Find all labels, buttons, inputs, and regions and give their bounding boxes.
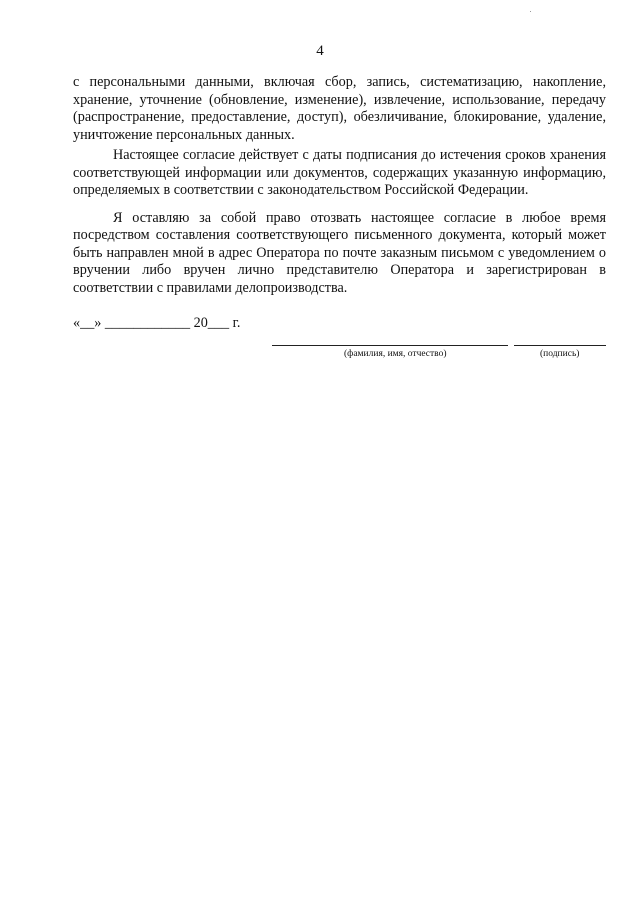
paragraph-withdrawal: Я оставляю за собой право отозвать настоящее согласие в любое время посредством составления соответствующего письменного документа, который может быть направлен мной в адрес Оператора по почте заказным письмом с уведомлением о вручении либо вручен лично представителю Оператора и зарегистрирован в соответствии с правилами делопроизводства. xyxy=(73,209,606,296)
paragraph-continuation: с персональными данными, включая сбор, запись, систематизацию, накопление, хранение, уточнение (обновление, изменение), извлечение, использование, передачу (распространение, предоставление, доступ), обезличивание, блокирование, удаление, уничтожение персональных данных. xyxy=(73,74,606,143)
signature-line xyxy=(514,345,606,346)
signature-caption: (подпись) xyxy=(540,349,580,359)
date-line: «__» ____________ 20___ г. xyxy=(73,315,241,331)
page-number: 4 xyxy=(316,43,324,59)
paragraph-validity: Настоящее согласие действует с даты подписания до истечения сроков хранения соответствующей информации или документов, содержащих указанную информацию, определяемых в соответствии с законодательством Российской Федерации. xyxy=(73,147,606,198)
fio-signature-line xyxy=(272,345,508,346)
document-body xyxy=(73,74,606,297)
scan-speck xyxy=(530,11,531,12)
fio-caption: (фамилия, имя, отчество) xyxy=(344,349,447,359)
